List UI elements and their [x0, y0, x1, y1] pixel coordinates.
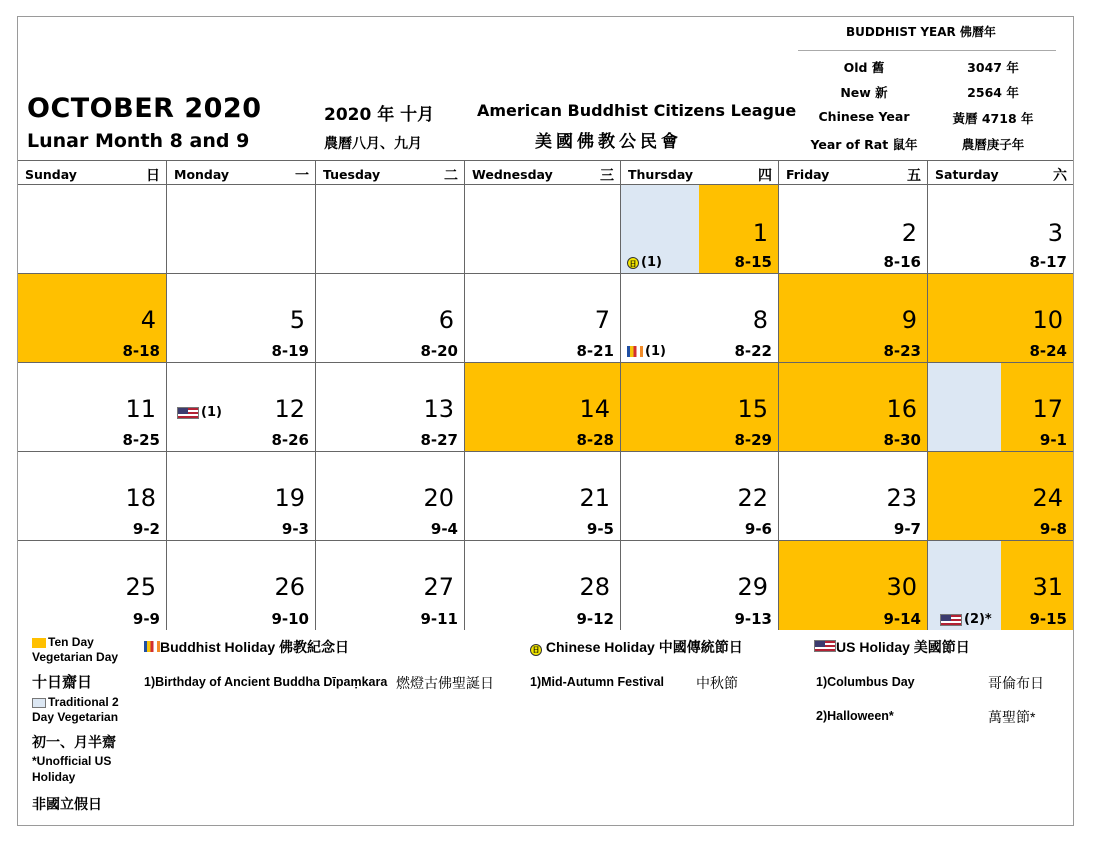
- weekday-name-cn: 二: [444, 168, 458, 184]
- holiday-marker-label: (2)*: [964, 612, 992, 627]
- day-cell: [465, 363, 621, 452]
- chinese-lunar-subtitle: 農曆八月、九月: [324, 136, 422, 152]
- calendar-frame: [17, 16, 1074, 826]
- year-value: 3047 年: [967, 60, 1019, 75]
- weekday-name: Sunday: [25, 167, 77, 182]
- day-cell: [465, 274, 621, 363]
- lunar-date: 9-6: [744, 520, 772, 538]
- day-cell: [316, 274, 465, 363]
- day-number: 31: [1032, 573, 1063, 601]
- lunar-date: 9-13: [734, 610, 772, 628]
- lunar-date: 8-21: [576, 342, 614, 360]
- day-number: 24: [1032, 484, 1063, 512]
- day-number: 21: [579, 484, 610, 512]
- day-number: 12: [274, 395, 305, 423]
- weekday-header: [465, 160, 621, 185]
- us-flag-icon: [814, 640, 836, 652]
- holiday-marker: [177, 405, 222, 420]
- day-number: 7: [594, 306, 610, 334]
- lunar-date: 8-25: [122, 431, 160, 449]
- day-cell: [928, 274, 1073, 363]
- lunar-date: 9-7: [893, 520, 921, 538]
- year-label: New 新: [840, 85, 888, 100]
- weekday-header: [18, 160, 167, 185]
- legend-ten-day-cn: 十日齋日: [32, 674, 93, 691]
- lunar-date: 8-28: [576, 431, 614, 449]
- legend-two-day: Traditional 2 Day Vegetarian: [32, 695, 119, 724]
- day-number: 17: [1032, 395, 1063, 423]
- weekday-name-cn: 五: [907, 168, 921, 184]
- month-title: OCTOBER 2020: [27, 93, 262, 124]
- lunar-date: 9-3: [281, 520, 309, 538]
- buddhist-year-label: BUDDHIST YEAR 佛曆年: [846, 25, 996, 39]
- day-number: 18: [125, 484, 156, 512]
- day-number: 15: [737, 395, 768, 423]
- day-number: 9: [901, 306, 917, 334]
- day-number: 2: [901, 219, 917, 247]
- day-number: 1: [752, 219, 768, 247]
- year-value: 黃曆 4718 年: [952, 111, 1034, 126]
- lunar-date: 9-15: [1029, 610, 1067, 628]
- chinese-holiday-icon: 日: [530, 644, 542, 656]
- day-cell: [167, 274, 316, 363]
- two-day-vegetarian-fill: [928, 363, 1001, 451]
- weekday-name: Friday: [786, 167, 830, 182]
- day-cell: [928, 185, 1073, 274]
- year-label: Old 舊: [843, 60, 885, 75]
- day-number: 16: [886, 395, 917, 423]
- day-cell: [928, 541, 1073, 630]
- lunar-date: 8-16: [883, 253, 921, 271]
- weekday-name-cn: 四: [758, 168, 772, 184]
- weekday-name: Thursday: [628, 167, 694, 182]
- day-number: 26: [274, 573, 305, 601]
- day-cell: [779, 274, 928, 363]
- day-number: 28: [579, 573, 610, 601]
- lunar-date: 8-18: [122, 342, 160, 360]
- day-cell: [465, 452, 621, 541]
- weekday-name-cn: 六: [1053, 168, 1067, 184]
- day-number: 11: [125, 395, 156, 423]
- lunar-date: 8-26: [271, 431, 309, 449]
- year-value: 農曆庚子年: [961, 137, 1025, 152]
- orange-swatch-icon: [32, 638, 46, 648]
- day-cell: [167, 363, 316, 452]
- legend-us-title: US Holiday 美國節日: [814, 637, 970, 657]
- day-cell: [621, 541, 779, 630]
- day-cell: [621, 185, 779, 274]
- weekday-header: [779, 160, 928, 185]
- legend-chinese-item-cn: 中秋節: [696, 675, 738, 691]
- lunar-date: 9-1: [1039, 431, 1067, 449]
- day-cell: [621, 363, 779, 452]
- day-number: 22: [737, 484, 768, 512]
- day-number: 14: [579, 395, 610, 423]
- day-number: 5: [289, 306, 305, 334]
- year-value: 2564 年: [967, 85, 1019, 100]
- day-cell: [18, 452, 167, 541]
- us-flag-icon: [940, 614, 962, 626]
- day-cell: [167, 185, 316, 274]
- day-cell: [167, 541, 316, 630]
- weekday-name: Tuesday: [323, 167, 381, 182]
- legend-ten-day: Ten Day Vegetarian Day: [32, 635, 119, 664]
- us-flag-icon: [177, 407, 199, 419]
- light-blue-swatch-icon: [32, 698, 46, 708]
- lunar-date: 8-24: [1029, 342, 1067, 360]
- year-divider: [798, 50, 1056, 51]
- day-number: 23: [886, 484, 917, 512]
- lunar-date: 8-17: [1029, 253, 1067, 271]
- lunar-date: 9-8: [1039, 520, 1067, 538]
- day-cell: [779, 185, 928, 274]
- day-number: 29: [737, 573, 768, 601]
- year-label: Chinese Year: [818, 109, 910, 124]
- day-number: 6: [438, 306, 454, 334]
- day-number: 13: [423, 395, 454, 423]
- day-cell: [928, 452, 1073, 541]
- day-number: 19: [274, 484, 305, 512]
- day-cell: [316, 185, 465, 274]
- lunar-date: 8-23: [883, 342, 921, 360]
- calendar-grid: [18, 160, 1073, 629]
- weekday-header: [621, 160, 779, 185]
- day-cell: [167, 452, 316, 541]
- lunar-date: 8-20: [420, 342, 458, 360]
- year-label: Year of Rat 鼠年: [810, 137, 918, 152]
- legend-chinese-item: 1)Mid-Autumn Festival: [530, 675, 665, 689]
- weekday-name: Wednesday: [472, 167, 553, 182]
- lunar-date: 9-12: [576, 610, 614, 628]
- buddhist-flag-icon: [627, 346, 643, 357]
- day-cell: [779, 541, 928, 630]
- lunar-date: 9-2: [132, 520, 160, 538]
- day-number: 20: [423, 484, 454, 512]
- lunar-date: 9-10: [271, 610, 309, 628]
- lunar-date: 9-4: [430, 520, 458, 538]
- legend-unofficial-cn: 非國立假日: [32, 796, 102, 812]
- day-cell: [779, 363, 928, 452]
- legend: [18, 629, 1073, 825]
- lunar-date: 9-5: [586, 520, 614, 538]
- day-cell: [18, 185, 167, 274]
- day-cell: [465, 185, 621, 274]
- weekday-name: Saturday: [935, 167, 999, 182]
- lunar-subtitle: Lunar Month 8 and 9: [27, 130, 250, 152]
- legend-us-item-cn: 萬聖節*: [988, 709, 1036, 725]
- weekday-name-cn: 一: [295, 168, 309, 184]
- day-number: 3: [1047, 219, 1063, 247]
- day-cell: [928, 363, 1073, 452]
- lunar-date: 8-27: [420, 431, 458, 449]
- day-number: 27: [423, 573, 454, 601]
- legend-buddhist-title: Buddhist Holiday 佛教紀念日: [144, 637, 349, 657]
- weekday-header: [167, 160, 316, 185]
- day-number: 30: [886, 573, 917, 601]
- legend-buddhist-item-cn: 燃燈古佛聖誕日: [396, 675, 494, 691]
- weekday-header: [316, 160, 465, 185]
- day-cell: [316, 363, 465, 452]
- holiday-marker-label: (1): [645, 344, 666, 359]
- day-cell: [18, 363, 167, 452]
- organization-name-cn: 美國佛教公民會: [535, 132, 682, 152]
- legend-two-day-cn: 初一、月半齋: [32, 734, 116, 750]
- day-cell: [465, 541, 621, 630]
- lunar-date: 8-29: [734, 431, 772, 449]
- holiday-marker: [627, 255, 662, 270]
- lunar-date: 8-19: [271, 342, 309, 360]
- chinese-holiday-icon: 日: [627, 257, 639, 269]
- lunar-date: 8-30: [883, 431, 921, 449]
- day-number: 8: [752, 306, 768, 334]
- day-number: 25: [125, 573, 156, 601]
- legend-us-item-cn: 哥倫布日: [988, 675, 1044, 691]
- chinese-month-title: 2020 年 十月: [324, 105, 435, 125]
- lunar-date: 9-11: [420, 610, 458, 628]
- organization-name: American Buddhist Citizens League: [477, 101, 797, 120]
- day-cell: [18, 541, 167, 630]
- legend-unofficial: *Unofficial US Holiday: [32, 754, 112, 784]
- lunar-date: 8-15: [734, 253, 772, 271]
- holiday-marker-label: (1): [201, 405, 222, 420]
- day-number: 4: [140, 306, 156, 334]
- lunar-date: 8-22: [734, 342, 772, 360]
- weekday-name-cn: 三: [600, 168, 614, 184]
- day-cell: [18, 274, 167, 363]
- legend-us-item: 2)Halloween*: [816, 709, 894, 723]
- day-number: 10: [1032, 306, 1063, 334]
- day-cell: [621, 452, 779, 541]
- lunar-date: 9-9: [132, 610, 160, 628]
- legend-chinese-title: 日 Chinese Holiday 中國傳統節日: [530, 637, 743, 657]
- legend-us-item: 1)Columbus Day: [816, 675, 915, 689]
- buddhist-flag-icon: [144, 641, 160, 652]
- weekday-header: [928, 160, 1073, 185]
- holiday-marker: [940, 612, 992, 627]
- holiday-marker: [627, 344, 666, 359]
- day-cell: [779, 452, 928, 541]
- weekday-name: Monday: [174, 167, 230, 182]
- day-cell: [316, 452, 465, 541]
- day-cell: [621, 274, 779, 363]
- holiday-marker-label: (1): [641, 255, 662, 270]
- day-cell: [316, 541, 465, 630]
- lunar-date: 9-14: [883, 610, 921, 628]
- legend-buddhist-item: 1)Birthday of Ancient Buddha Dīpaṃkara: [144, 675, 388, 689]
- weekday-name-cn: 日: [146, 168, 160, 184]
